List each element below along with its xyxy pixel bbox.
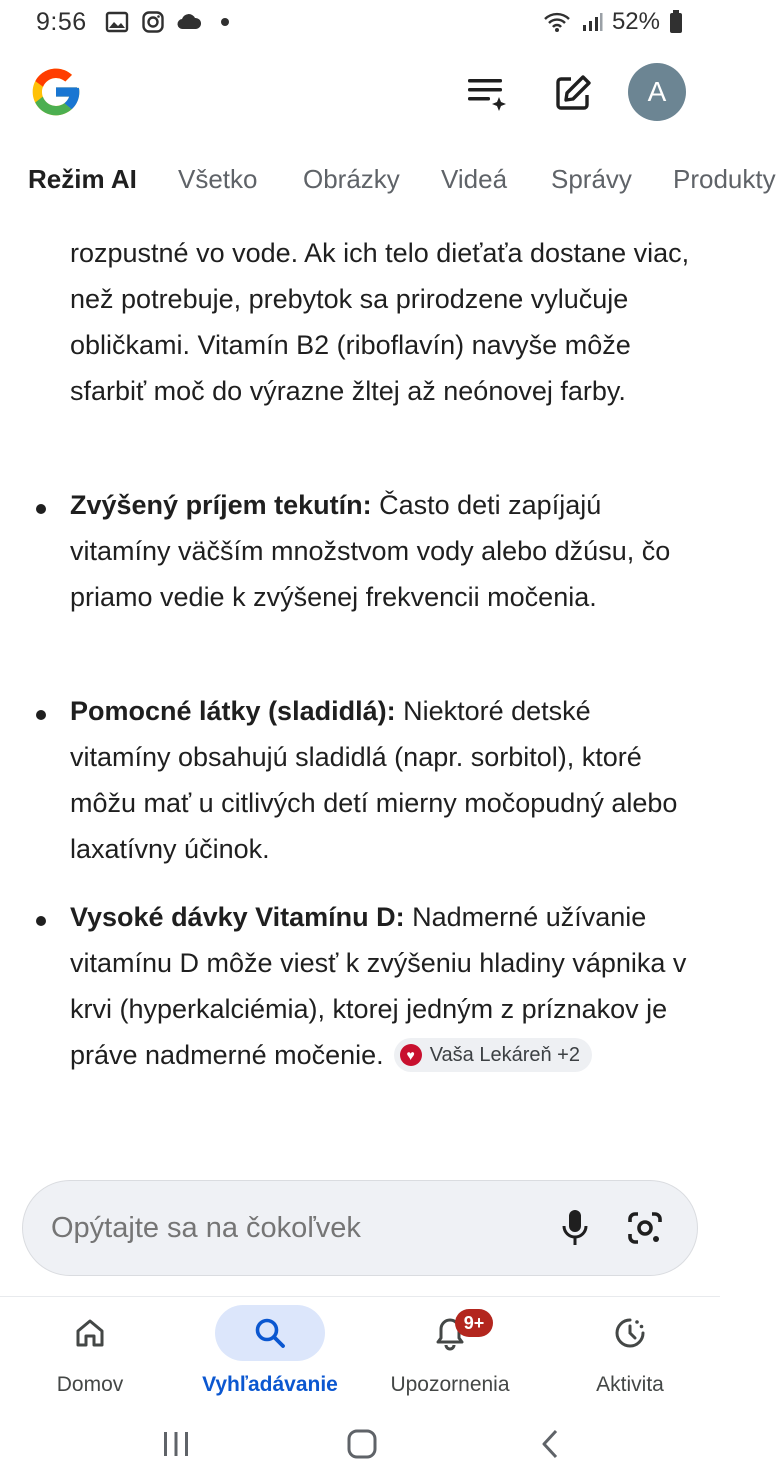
avatar-letter: A bbox=[647, 76, 667, 107]
ai-history-button[interactable] bbox=[462, 68, 512, 118]
nav-activity-label: Aktivita bbox=[596, 1373, 664, 1396]
nav-home-label: Domov bbox=[56, 1373, 124, 1396]
bullet-icon bbox=[36, 710, 46, 720]
tab-all[interactable]: Všetko bbox=[178, 164, 258, 194]
vasa-lekaren-logo-icon: ♥ bbox=[400, 1044, 422, 1066]
list-item-text: Často deti zapíjajú vitamíny väčším množstvom vody alebo džúsu, čo priamo vedie k zvýšenej frekvencii močenia. bbox=[70, 490, 671, 612]
new-chat-button[interactable] bbox=[548, 68, 598, 118]
home-square-icon bbox=[347, 1429, 377, 1459]
recent-apps-icon bbox=[161, 1431, 191, 1457]
source-chip[interactable] bbox=[394, 1038, 592, 1072]
tab-ai-mode[interactable]: Režim AI bbox=[28, 164, 137, 194]
system-navigation-bar bbox=[0, 1410, 720, 1480]
list-item bbox=[70, 894, 690, 1078]
signal-icon bbox=[580, 10, 604, 34]
battery-percent: 52% bbox=[611, 8, 660, 35]
edit-icon bbox=[553, 73, 593, 113]
ask-anything-box[interactable] bbox=[22, 1180, 698, 1276]
wifi-icon bbox=[542, 10, 572, 34]
nav-notifications[interactable] bbox=[365, 1305, 535, 1405]
list-item-text: Nadmerné užívanie vitamínu D môže viesť k zvýšeniu hladiny vápnika v krvi (hyperkalciémia), ktorej jedným z príznakov je práve nadmerné močenie. bbox=[70, 902, 687, 1070]
list-sparkle-icon bbox=[466, 75, 508, 111]
nav-search-label: Vyhľadávanie bbox=[202, 1373, 338, 1396]
recent-apps-button[interactable] bbox=[156, 1424, 196, 1464]
list-item-title: Pomocné látky (sladidlá): bbox=[70, 696, 396, 726]
google-logo-icon[interactable] bbox=[28, 64, 84, 120]
bottom-navigation bbox=[0, 1296, 720, 1406]
cloud-icon bbox=[177, 10, 201, 34]
tab-images[interactable]: Obrázky bbox=[303, 164, 400, 194]
gallery-icon bbox=[105, 10, 129, 34]
answer-paragraph: rozpustné vo vode. Ak ich telo dieťaťa dostane viac, než potrebuje, prebytok sa prirodzene vylučuje obličkami. Vitamín B2 (riboflavín) navyše môže sfarbiť moč do výrazne žltej až neónovej farby. bbox=[70, 238, 690, 406]
tab-videos[interactable]: Videá bbox=[441, 164, 508, 194]
lens-button[interactable] bbox=[621, 1204, 669, 1252]
nav-home[interactable] bbox=[5, 1305, 175, 1405]
list-item-title: Zvýšený príjem tekutín: bbox=[70, 490, 372, 520]
ask-anything-input[interactable] bbox=[51, 1212, 529, 1245]
list-item-text: Niektoré detské vitamíny obsahujú sladidlá (napr. sorbitol), ktoré môžu mať u citlivých detí mierny močopudný alebo laxatívny účinok. bbox=[70, 696, 678, 864]
avatar[interactable] bbox=[628, 63, 686, 121]
bullet-icon bbox=[36, 916, 46, 926]
voice-search-button[interactable] bbox=[551, 1204, 599, 1252]
list-item bbox=[70, 688, 690, 872]
search-tabs bbox=[0, 156, 776, 208]
nav-activity[interactable] bbox=[545, 1305, 715, 1405]
battery-icon bbox=[668, 10, 684, 34]
tab-products[interactable]: Produkty bbox=[673, 164, 776, 194]
notification-dot-icon bbox=[213, 10, 237, 34]
back-button[interactable] bbox=[530, 1424, 570, 1464]
status-time: 9:56 bbox=[36, 7, 87, 36]
bullet-icon bbox=[36, 504, 46, 514]
microphone-icon bbox=[562, 1209, 588, 1247]
home-button[interactable] bbox=[342, 1424, 382, 1464]
google-lens-icon bbox=[627, 1211, 663, 1245]
instagram-icon bbox=[141, 10, 165, 34]
list-item bbox=[70, 482, 690, 620]
source-chip-label: Vaša Lekáreň +2 bbox=[429, 1044, 580, 1066]
tab-news[interactable]: Správy bbox=[551, 164, 632, 194]
nav-notifications-label: Upozornenia bbox=[390, 1373, 510, 1396]
back-chevron-icon bbox=[540, 1429, 560, 1459]
home-icon bbox=[74, 1317, 106, 1349]
search-icon bbox=[253, 1316, 287, 1350]
activity-icon bbox=[613, 1316, 647, 1350]
status-bar bbox=[0, 0, 720, 44]
notification-badge: 9+ bbox=[455, 1309, 493, 1337]
list-item-title: Vysoké dávky Vitamínu D: bbox=[70, 902, 405, 932]
app-header bbox=[0, 54, 720, 134]
nav-search[interactable] bbox=[185, 1305, 355, 1405]
